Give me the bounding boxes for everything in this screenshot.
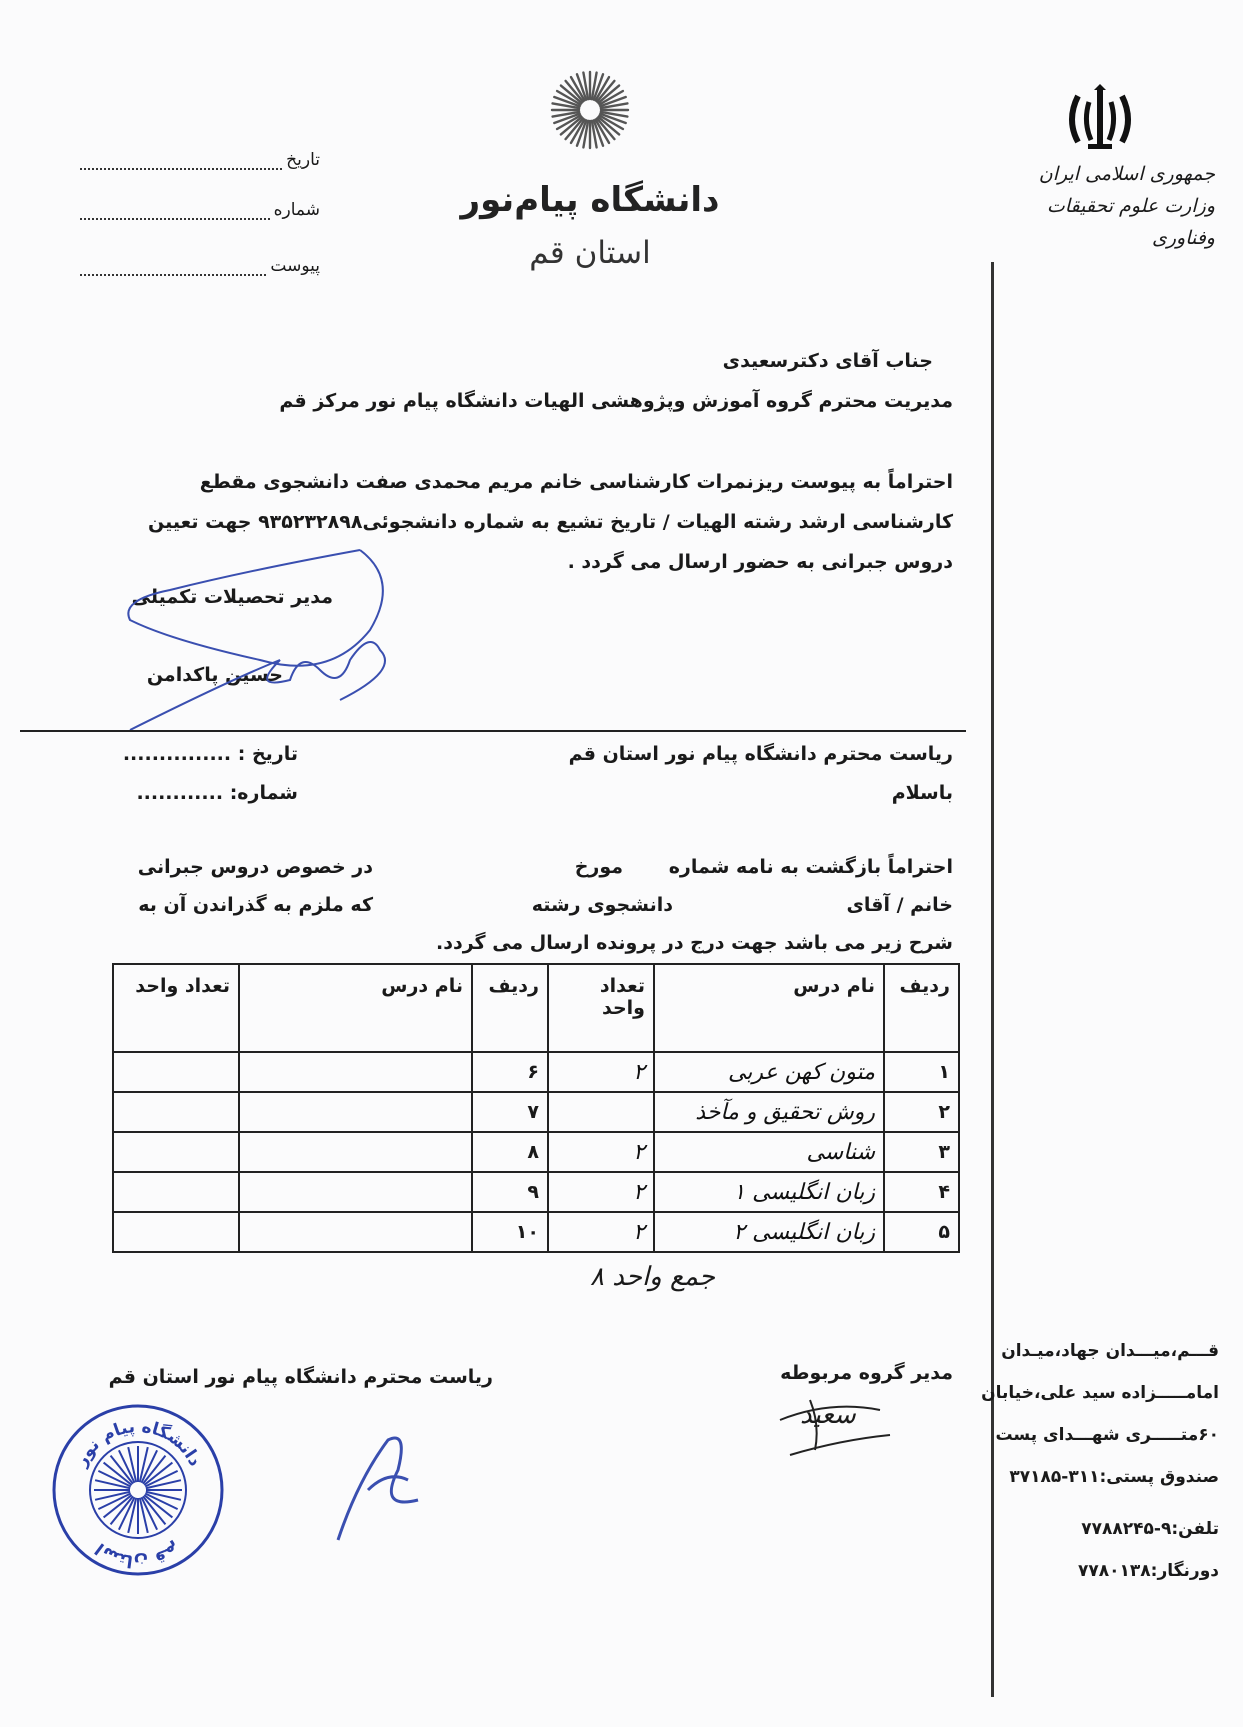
row-number-2: ۱۰	[472, 1212, 548, 1252]
ref-part3: در خصوص دروس جبرانی	[137, 856, 373, 878]
final-recipient: ریاست محترم دانشگاه پیام نور استان قم	[108, 1366, 493, 1388]
table-row	[113, 1092, 959, 1132]
address-line2: امامـــــزاده سید علی،خیابان	[981, 1383, 1219, 1403]
row-number-2: ۷	[472, 1092, 548, 1132]
course-name: شناسی	[654, 1132, 884, 1172]
letter2-number-label: شماره:	[229, 782, 298, 804]
horizontal-divider	[20, 730, 966, 732]
total-units-note: جمع واحد ۸	[590, 1262, 715, 1292]
letter1-body-line3: دروس جبرانی به حضور ارسال می گردد .	[567, 551, 953, 573]
group-manager-signature: سعید	[800, 1400, 856, 1430]
emblem-caption	[985, 158, 1215, 254]
header-row-number: ردیف	[884, 964, 959, 1052]
header-course-name: نام درس	[654, 964, 884, 1052]
row-number: ۱	[884, 1052, 959, 1092]
address-block	[979, 1336, 1219, 1586]
letter1-signer-name: حسین پاکدامن	[146, 664, 283, 686]
course-units: ۲	[548, 1132, 654, 1172]
course-name-2	[239, 1172, 472, 1212]
phone-number: تلفن:۹-۷۷۸۸۲۴۵	[1081, 1519, 1219, 1539]
date-dots	[80, 154, 282, 170]
attachment-label: پیوست	[270, 256, 320, 276]
header-units-2: تعداد واحد	[113, 964, 239, 1052]
university-stamp	[50, 1402, 226, 1578]
date-field	[80, 146, 320, 170]
course-units	[548, 1092, 654, 1132]
course-name: زبان انگلیسی ۱	[654, 1172, 884, 1212]
date-label: تاریخ	[286, 150, 320, 170]
course-name: زبان انگلیسی ۲	[654, 1212, 884, 1252]
student-part3: که ملزم به گذراندن آن به	[138, 894, 373, 916]
manager-signature-mark	[770, 1380, 900, 1460]
row-number: ۴	[884, 1172, 959, 1212]
header-course-name-2: نام درس	[239, 964, 472, 1052]
course-units-2	[113, 1172, 239, 1212]
iran-emblem-icon	[1058, 84, 1142, 156]
letter1-recipient: جناب آقای دکترسعیدی	[722, 350, 933, 372]
table-header-row	[113, 964, 959, 1052]
number-dots	[80, 204, 270, 220]
row-number-2: ۸	[472, 1132, 548, 1172]
letter1-body-line2: کارشناسی ارشد رشته الهیات / تاریخ تشیع به شماره دانشجوئی۹۳۵۲۳۲۸۹۸ جهت تعیین	[148, 511, 953, 533]
fax-number: دورنگار:۷۷۸۰۱۳۸	[1078, 1561, 1219, 1581]
table-row	[113, 1132, 959, 1172]
header-row-number-2: ردیف	[472, 964, 548, 1052]
signature-mark	[110, 540, 410, 740]
letter2-date-field	[123, 743, 298, 765]
course-name-2	[239, 1132, 472, 1172]
course-units-2	[113, 1212, 239, 1252]
university-province: استان قم	[529, 235, 651, 271]
number-field	[80, 196, 320, 220]
letter1-signer-title: مدیر تحصیلات تکمیلی	[131, 586, 333, 608]
address-line1: قـــم،میـــدان جهاد،میـدان	[1001, 1341, 1219, 1361]
letter2-recipient: ریاست محترم دانشگاه پیام نور استان قم	[568, 743, 953, 765]
row-number: ۲	[884, 1092, 959, 1132]
course-name-2	[239, 1052, 472, 1092]
student-part2: دانشجوی رشته	[531, 894, 673, 916]
attachment-dots	[80, 260, 266, 276]
row-number: ۳	[884, 1132, 959, 1172]
student-part1: خانم / آقای	[846, 894, 953, 916]
course-name: متون کهن عربی	[654, 1052, 884, 1092]
table-row	[113, 1052, 959, 1092]
group-manager-title: مدیر گروه مربوطه	[780, 1362, 953, 1384]
letter2-greeting: باسلام	[891, 782, 953, 804]
stamp-text-bottom: استان قم	[91, 1538, 184, 1572]
letter2-number-field	[136, 782, 298, 804]
ref-part1: احتراماً بازگشت به نامه شماره	[668, 856, 953, 878]
blue-signature-mark	[318, 1420, 438, 1550]
course-units-2	[113, 1092, 239, 1132]
courses-table	[112, 963, 960, 1253]
course-name: روش تحقیق و مآخذ	[654, 1092, 884, 1132]
course-units-2	[113, 1132, 239, 1172]
stamp-text-top: دانشگاه پیام نور	[71, 1416, 205, 1470]
letter2-description: شرح زیر می باشد جهت درج در پرونده ارسال می گردد.	[436, 932, 953, 954]
course-name-2	[239, 1212, 472, 1252]
address-line3: ۶۰متـــــری شهـــدای پست	[995, 1425, 1219, 1445]
attachment-field	[80, 252, 320, 276]
address-line4: صندوق پستی:۳۱۱-۳۷۱۸۵	[1009, 1467, 1219, 1487]
letter2-date-dots: ...............	[122, 743, 232, 765]
table-row	[113, 1212, 959, 1252]
table-row	[113, 1172, 959, 1212]
letter2-date-label: تاریخ :	[237, 743, 298, 765]
row-number-2: ۹	[472, 1172, 548, 1212]
course-units: ۲	[548, 1052, 654, 1092]
course-units-2	[113, 1052, 239, 1092]
university-logo-icon	[550, 70, 630, 150]
header-units: تعداد واحد	[548, 964, 654, 1052]
row-number-2: ۶	[472, 1052, 548, 1092]
country-name: جمهوری اسلامی ایران	[1038, 163, 1215, 185]
number-label: شماره	[273, 200, 320, 220]
ref-part2: مورخ	[574, 856, 623, 878]
row-number: ۵	[884, 1212, 959, 1252]
course-name-2	[239, 1092, 472, 1132]
course-units: ۲	[548, 1172, 654, 1212]
ministry-name: وزارت علوم تحقیقات وفناوری	[1046, 195, 1215, 249]
university-name: دانشگاه پیام‌نور	[460, 180, 720, 220]
letter1-body-line1: احتراماً به پیوست ریزنمرات کارشناسی خانم مریم محمدی صفت دانشجوی مقطع	[199, 471, 953, 493]
letter2-number-dots: ............	[136, 782, 224, 804]
letter1-recipient-title: مدیریت محترم گروه آموزش وپژوهشی الهیات دانشگاه پیام نور مرکز قم	[279, 390, 953, 412]
course-units: ۲	[548, 1212, 654, 1252]
